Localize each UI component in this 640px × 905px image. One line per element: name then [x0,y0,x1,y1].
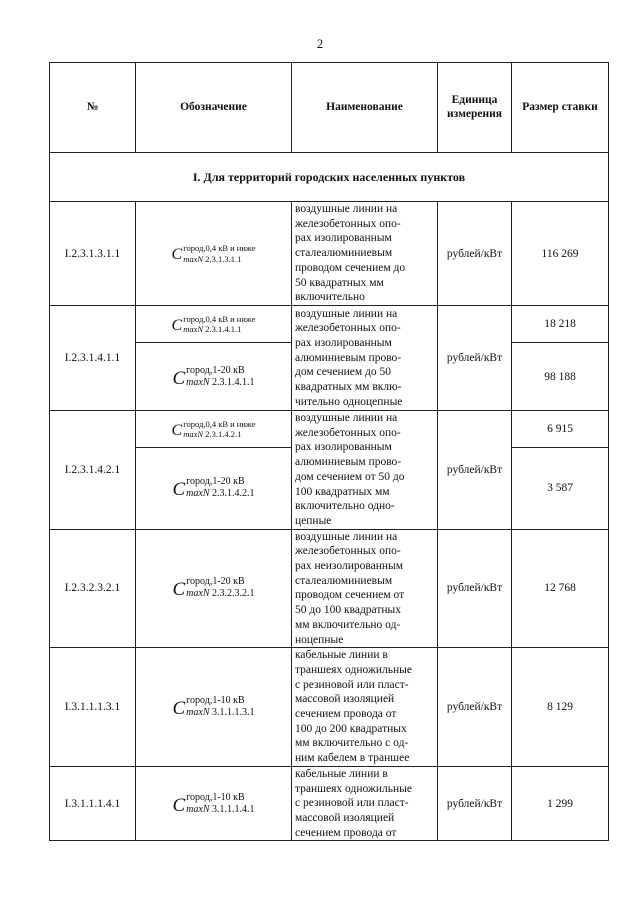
row-rate: 116 269 [512,202,609,306]
page-number: 2 [316,36,324,51]
name-line: массовой изоляцией [295,811,395,824]
symbol-subscript-code: 3.1.1.1.4.1 [209,803,255,815]
rates-table [49,62,609,841]
row-rate: 98 188 [512,343,609,411]
name-line: железобетонных опо- [295,545,401,558]
symbol-subscript [186,378,254,388]
name-line: сечением провода от [295,826,397,839]
symbol-subscript-var: maxN [183,253,204,264]
name-line: алюминиевым прово- [295,456,402,469]
row-code: I.3.1.1.1.3.1 [50,648,136,767]
header-unit-line1: Единица [451,94,498,107]
symbol-subscript [183,255,255,264]
symbol-superscript: город,1-10 кВ [186,695,245,707]
symbol-letter: C [172,367,186,389]
symbol-subscript-var: maxN [186,488,210,500]
name-line: траншеях одножильные [295,782,413,795]
name-line: мм включительно од- [295,618,401,631]
designation-symbol [172,315,256,334]
symbol-indices [186,696,254,718]
symbol-subscript-var: maxN [186,376,210,388]
symbol-subscript-code: 2.3.1.3.1.1 [203,253,242,264]
row-unit: рублей/кВт [438,648,512,767]
table-row [50,306,609,343]
symbol-superscript: город,1-20 кВ [186,364,245,376]
symbol-subscript [186,489,254,499]
row-code: I.3.1.1.1.4.1 [50,766,136,841]
row-designation [136,766,292,841]
header-unit [438,63,512,153]
row-name [292,529,438,648]
symbol-indices [186,477,254,499]
row-name [292,411,438,530]
name-line: проводом сечением до [295,261,406,274]
table-row [50,648,609,767]
name-line: рах неизолированным [295,560,404,573]
symbol-subscript-var: maxN [186,588,210,600]
name-line: с резиновой или пласт- [295,678,409,691]
table-row [50,411,609,448]
name-line: дом сечением от 50 до [295,470,405,483]
name-line: рах изолированным [295,441,392,454]
header-rate: Размер ставки [512,63,609,153]
symbol-subscript-code: 2.3.1.4.1.1 [209,376,255,388]
name-line: ним кабелем в траншее [295,752,410,765]
symbol-subscript-code: 2.3.1.4.2.1 [209,488,255,500]
symbol-letter: C [172,579,186,601]
symbol-subscript-var: maxN [186,803,210,815]
symbol-subscript [186,805,254,815]
row-designation [136,411,292,448]
name-line: сечением провода от [295,708,397,721]
table-header-row [50,63,609,153]
name-line: железобетонных опо- [295,217,401,230]
symbol-letter: C [172,479,186,501]
name-line: воздушные линии на [295,530,398,543]
header-designation: Обозначение [136,63,292,153]
row-rate: 18 218 [512,306,609,343]
symbol-subscript-var: maxN [183,429,204,440]
name-line: железобетонных опо- [295,426,401,439]
symbol-letter: C [171,421,183,439]
name-line: ноцепные [295,633,344,646]
name-line: 100 квадратных мм [295,485,390,498]
symbol-subscript-code: 2.3.1.4.1.1 [203,324,242,334]
row-code: I.2.3.1.4.2.1 [50,411,136,530]
header-unit-line2: измерения [447,107,502,120]
symbol-indices [186,793,254,815]
row-rate: 6 915 [512,411,609,448]
row-code: I.2.3.1.4.1.1 [50,306,136,411]
name-line: с резиновой или пласт- [295,797,409,810]
name-line: цепные [295,514,332,527]
row-unit: рублей/кВт [438,529,512,648]
designation-symbol [172,366,254,388]
row-unit: рублей/кВт [438,202,512,306]
symbol-letter: C [172,794,186,816]
name-line: воздушные линии на [295,307,398,320]
symbol-subscript-var: maxN [186,707,210,719]
designation-symbol [172,420,256,439]
name-line: рах изолированным [295,336,392,349]
name-line: алюминиевым прово- [295,351,402,364]
row-designation [136,648,292,767]
symbol-subscript [183,325,255,334]
symbol-indices [186,577,254,599]
symbol-superscript: город,1-20 кВ [186,576,245,588]
row-name [292,306,438,411]
row-name [292,766,438,841]
name-line: мм включительно с од- [295,737,409,750]
name-line: 50 до 100 квадратных [295,604,402,617]
name-line: 100 до 200 квадратных [295,722,407,735]
symbol-subscript [186,708,254,718]
row-rate: 1 299 [512,766,609,841]
designation-symbol [172,793,254,815]
name-line: воздушные линии на [295,203,398,216]
name-line: 50 квадратных мм [295,276,384,289]
row-code: I.2.3.2.3.2.1 [50,529,136,648]
name-line: рах изолированным [295,232,392,245]
table-row [50,202,609,306]
row-name [292,648,438,767]
row-unit: рублей/кВт [438,411,512,530]
name-line: квадратных мм вклю- [295,381,402,394]
symbol-subscript [186,589,254,599]
symbol-subscript-code: 3.1.1.1.3.1 [209,707,255,719]
section-row [50,153,609,202]
name-line: воздушные линии на [295,412,398,424]
name-line: дом сечением до 50 [295,366,392,379]
row-designation [136,306,292,343]
designation-symbol [172,696,254,718]
symbol-subscript [183,430,255,439]
name-line: железобетонных опо- [295,322,401,335]
symbol-superscript: город,1-10 кВ [186,791,245,803]
name-line: сталеалюминиевым [295,574,393,587]
symbol-subscript-code: 2.3.1.4.2.1 [203,429,242,440]
row-code: I.2.3.1.3.1.1 [50,202,136,306]
row-designation [136,448,292,529]
name-line: включительно одно- [295,500,395,513]
name-line: проводом сечением от [295,589,405,602]
name-line: чительно одноцепные [295,395,403,408]
designation-symbol [172,577,254,599]
table-row [50,529,609,648]
designation-symbol [172,477,254,499]
symbol-subscript-var: maxN [183,324,204,334]
section-title: I. Для территорий городских населенных пунктов [50,153,609,202]
symbol-indices [183,244,255,263]
row-rate: 8 129 [512,648,609,767]
name-line: кабельные линии в [295,767,388,780]
header-name: Наименование [292,63,438,153]
row-designation [136,202,292,306]
symbol-letter: C [171,316,183,334]
designation-symbol [172,244,256,263]
table-row [50,766,609,841]
row-designation [136,529,292,648]
name-line: траншеях одножильные [295,663,413,676]
name-line: сталеалюминиевым [295,247,393,260]
name-line: массовой изоляцией [295,693,395,706]
name-line: кабельные линии в [295,649,388,662]
symbol-superscript: город,1-20 кВ [186,476,245,488]
name-line: включительно [295,291,365,304]
symbol-superscript: город,0,4 кВ и ниже [183,418,256,429]
symbol-superscript: город,0,4 кВ и ниже [183,243,256,253]
symbol-subscript-code: 2.3.2.3.2.1 [209,588,255,600]
symbol-letter: C [171,246,183,263]
row-rate: 12 768 [512,529,609,648]
row-unit: рублей/кВт [438,306,512,411]
row-unit: рублей/кВт [438,766,512,841]
row-designation [136,343,292,411]
row-rate: 3 587 [512,448,609,529]
row-name [292,202,438,306]
symbol-indices [186,366,254,388]
symbol-indices [183,420,255,439]
header-number: № [50,63,136,153]
symbol-letter: C [172,698,186,720]
symbol-indices [183,315,255,334]
symbol-superscript: город,0,4 кВ и ниже [183,313,256,324]
